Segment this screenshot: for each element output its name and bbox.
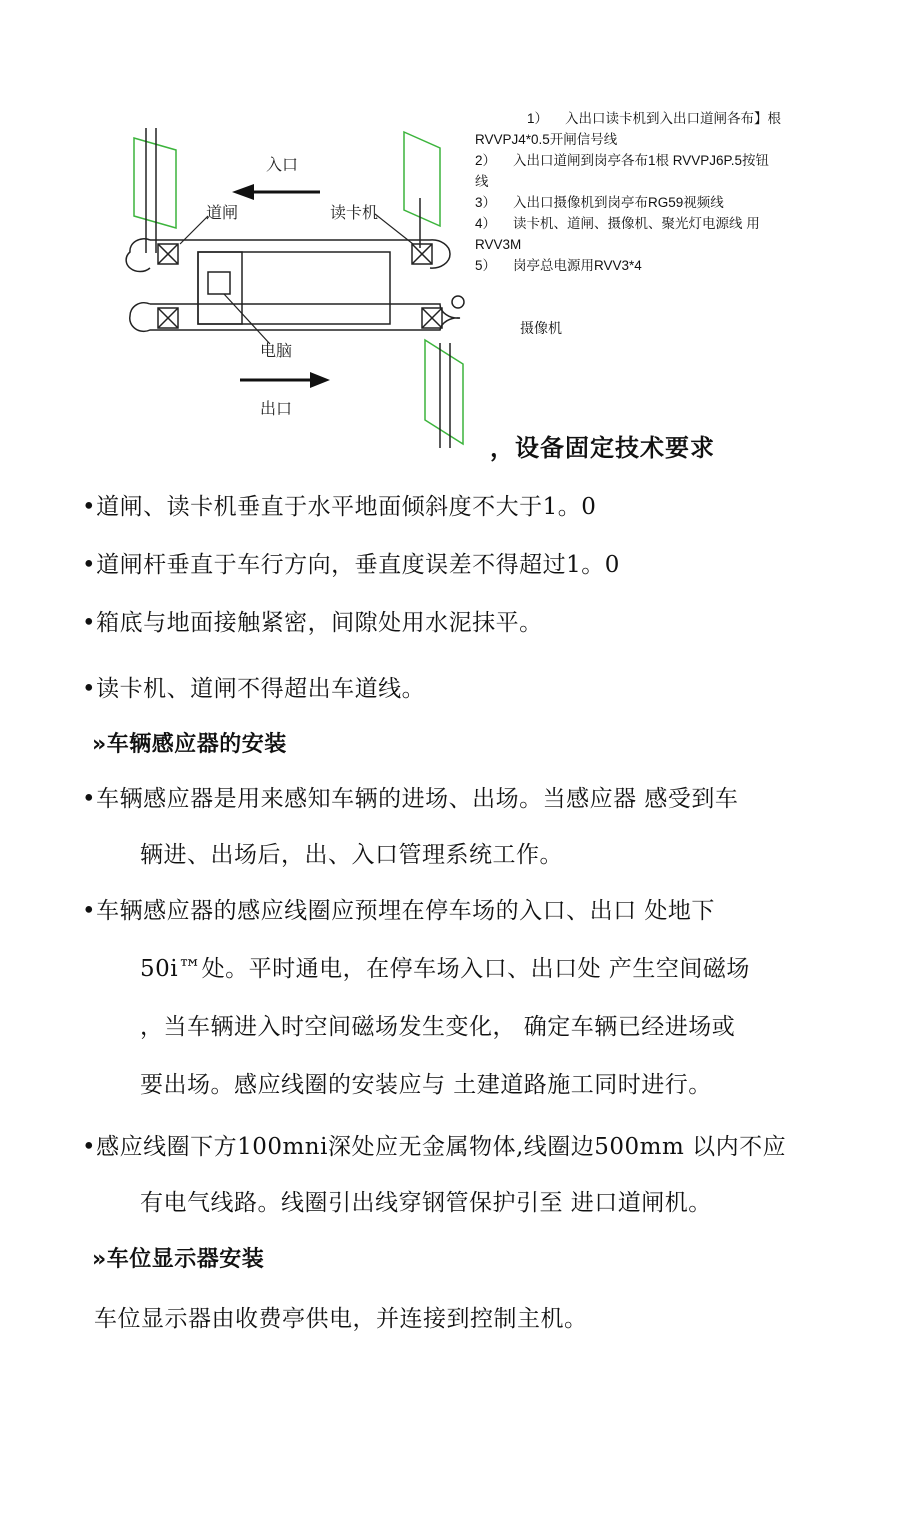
note-line: 4） 读卡机、道闸、摄像机、聚光灯电源线 用 — [475, 216, 760, 231]
note-line: 3） 入出口摄像机到岗亭布RG59视频线 — [475, 195, 724, 210]
note-line: 1） 入出口读卡机到入出口道闸各布】根 — [527, 111, 781, 126]
section-heading-fixing: ，设备固定技术要求 — [490, 434, 715, 462]
label-card-reader: 读卡机 — [330, 203, 379, 222]
sensor-paragraph-1: •车辆感应器是用来感知车辆的进场、出场。当感应器 感受到车 — [82, 786, 739, 812]
booth — [198, 252, 390, 324]
label-entrance: 入口 — [266, 155, 299, 174]
exit-arrow — [240, 372, 330, 388]
computer-box — [208, 272, 230, 294]
camera-panel-bottom-right — [425, 340, 463, 444]
sensor-paragraph-2-cont: 50i™处。平时通电，在停车场入口、出口处 产生空间磁场 — [140, 956, 750, 982]
camera-label: 摄像机 — [520, 320, 562, 336]
gate-box-top — [158, 244, 178, 264]
wiring-notes — [475, 108, 855, 276]
note-line: 2） 入出口道闸到岗亭各布1根 RVVPJ6P.5按钮 — [475, 153, 770, 168]
note-line: 线 — [475, 174, 489, 189]
label-computer: 电脑 — [260, 341, 293, 360]
reader-box-top — [412, 244, 432, 264]
bullet-item: •道闸杆垂直于车行方向，垂直度误差不得超过1。0 — [82, 552, 620, 578]
camera-panel-top-right — [404, 132, 440, 226]
sensor-paragraph-1-cont: 辆进、出场后，出、入口管理系统工作。 — [140, 842, 563, 868]
section-heading-display: »车位显示器安装 — [92, 1247, 265, 1272]
note-line: RVV3M — [475, 237, 522, 252]
sensor-paragraph-3-cont: 有电气线路。线圈引出线穿钢管保护引至 进口道闸机。 — [140, 1190, 712, 1216]
entrance-arrow — [232, 184, 320, 200]
label-exit: 出口 — [260, 399, 293, 418]
note-line: RVVPJ4*0.5开闸信号线 — [475, 132, 618, 147]
display-paragraph: 车位显示器由收费亭供电，并连接到控制主机。 — [94, 1306, 588, 1332]
sensor-paragraph-3: •感应线圈下方100mni深处应无金属物体,线圈边500mm 以内不应 — [82, 1134, 787, 1160]
sensor-paragraph-2-cont: 要出场。感应线圈的安装应与 土建道路施工同时进行。 — [140, 1072, 712, 1098]
section-heading-sensor: »车辆感应器的安装 — [92, 732, 287, 757]
bullet-item: •箱底与地面接触紧密，间隙处用水泥抹平。 — [82, 610, 543, 636]
bullet-item: •道闸、读卡机垂直于水平地面倾斜度不大于1。0 — [82, 494, 597, 520]
sensor-paragraph-2: •车辆感应器的感应线圈应预埋在停车场的入口、出口 处地下 — [82, 898, 715, 924]
sensor-paragraph-2-cont: ，当车辆进入时空间磁场发生变化， 确定车辆已经进场或 — [140, 1014, 736, 1040]
parking-entrance-diagram — [120, 118, 480, 458]
camera-panel-top-left — [134, 138, 176, 228]
note-line: 5） 岗亭总电源用RVV3*4 — [475, 258, 642, 273]
gate-box-bottom — [422, 308, 442, 328]
label-gate: 道闸 — [206, 203, 239, 222]
reader-box-bottom — [158, 308, 178, 328]
bullet-item: •读卡机、道闸不得超出车道线。 — [82, 676, 426, 702]
